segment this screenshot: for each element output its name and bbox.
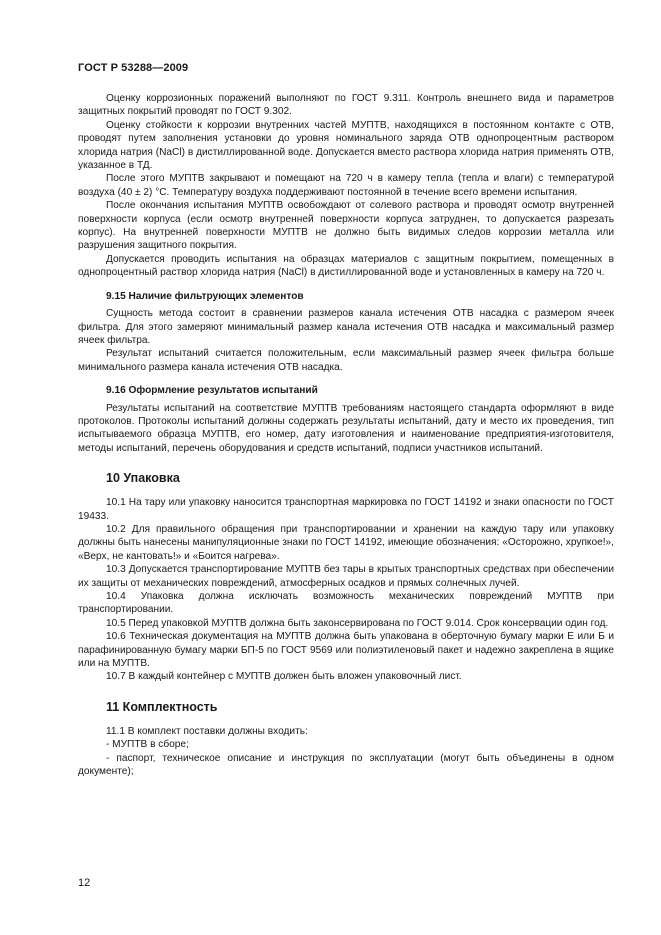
paragraph: 10.5 Перед упаковкой МУПТВ должна быть законсервирована по ГОСТ 9.014. Срок консервации один год. xyxy=(106,617,609,629)
list-item: - паспорт, техническое описание и инструкция по эксплуатации (могут быть объединены в одном документе); xyxy=(78,752,614,778)
document-body xyxy=(78,92,614,778)
document-header: ГОСТ Р 53288—2009 xyxy=(78,62,189,74)
paragraph: Сущность метода состоит в сравнении размеров канала истечения ОТВ насадка с размером ячеек фильтра. Для этого замеряют минимальный размер канала истечения ОТВ насадка и максимальный размер ячеек фильтра. xyxy=(78,308,614,346)
list-item: - МУПТВ в сборе; xyxy=(106,739,189,751)
paragraph: Допускается проводить испытания на образцах материалов с защитным покрытием, помещенных в однопроцентный раствор хлорида натрия (NaCl) в дистиллированной воде и установленных в камеру на 720 ч. xyxy=(78,253,614,279)
paragraph: После окончания испытания МУПТВ освобождают от солевого раствора и проводят осмотр внутренней поверхности корпуса (если осмотр внутренней поверхности корпуса затруднен, то допускается разрезать корпус). На внутренней поверхности МУПТВ не должно быть видимых следов коррозии металла или разрушения защитного покрытия. xyxy=(78,200,614,252)
paragraph: Оценку коррозионных поражений выполняют по ГОСТ 9.311. Контроль внешнего вида и параметров защитных покрытий проводят по ГОСТ 9.302. xyxy=(78,93,614,118)
paragraph: 10.1 На тару или упаковку наносится транспортная маркировка по ГОСТ 14192 и знаки опасности по ГОСТ 19433. xyxy=(78,497,614,522)
paragraph: После этого МУПТВ закрывают и помещают на 720 ч в камеру тепла (тепла и влаги) с температурой воздуха (40 ± 2) °С. Температуру воздуха поддерживают постоянной в течение всего времени испытания. xyxy=(78,173,614,198)
page-number: 12 xyxy=(78,877,91,889)
subsection-heading: 9.15 Наличие фильтрующих элементов xyxy=(106,290,304,302)
section-heading: 11 Комплектность xyxy=(106,699,218,714)
paragraph: 11.1 В комплект поставки должны входить: xyxy=(106,725,308,737)
paragraph: 10.2 Для правильного обращения при транспортировании и хранении на каждую тару или упаковку должны быть нанесены манипуляционные знаки по ГОСТ 14192, имеющие обозначения: «Осторожно, хрупкое!», «Верх, не кантовать!» и «Боится нагрева». xyxy=(78,523,614,562)
paragraph: 10.7 В каждый контейнер с МУПТВ должен быть вложен упаковочный лист. xyxy=(106,671,462,683)
paragraph: Результат испытаний считается положительным, если максимальный размер ячеек фильтра больше минимального размера канала истечения ОТВ насадка. xyxy=(78,348,614,373)
paragraph: 10.6 Техническая документация на МУПТВ должна быть упакована в оберточную бумагу марки Е или Б и парафинированную бумагу марки БП-5 по ГОСТ 9569 или полиэтиленовый пакет и надежно закреплена в ящике или на МУПТВ. xyxy=(78,631,614,670)
subsection-heading: 9.16 Оформление результатов испытаний xyxy=(106,385,318,397)
paragraph: Оценку стойкости к коррозии внутренних частей МУПТВ, находящихся в постоянном контакте с ОТВ, проводят путем заполнения установки до уровня номинального заряда ОТВ однопроцентным раствором хлорида натрия (NaCl) в дистиллированной воде. Допускается вместо раствора хлорида натрия применять ОТВ, указанное в ТД. xyxy=(78,119,614,172)
section-heading: 10 Упаковка xyxy=(106,471,180,486)
paragraph: 10.3 Допускается транспортирование МУПТВ без тары в крытых транспортных средствах при обеспечении их защиты от механических повреждений, атмосферных осадков и прямых солнечных лучей. xyxy=(78,564,614,589)
paragraph: Результаты испытаний на соответствие МУПТВ требованиям настоящего стандарта оформляют в виде протоколов. Протоколы испытаний должны содержать результаты испытаний, дату и место их проведения, тип испытываемого образца МУПТВ, его номер, дату изготовления и наименование предприятия-изготовителя, методы испытаний, перечень оборудования и средств испытаний, подписи участников испытаний. xyxy=(78,402,614,454)
paragraph: 10.4 Упаковка должна исключать возможность механических повреждений МУПТВ при транспортировании. xyxy=(78,591,614,616)
